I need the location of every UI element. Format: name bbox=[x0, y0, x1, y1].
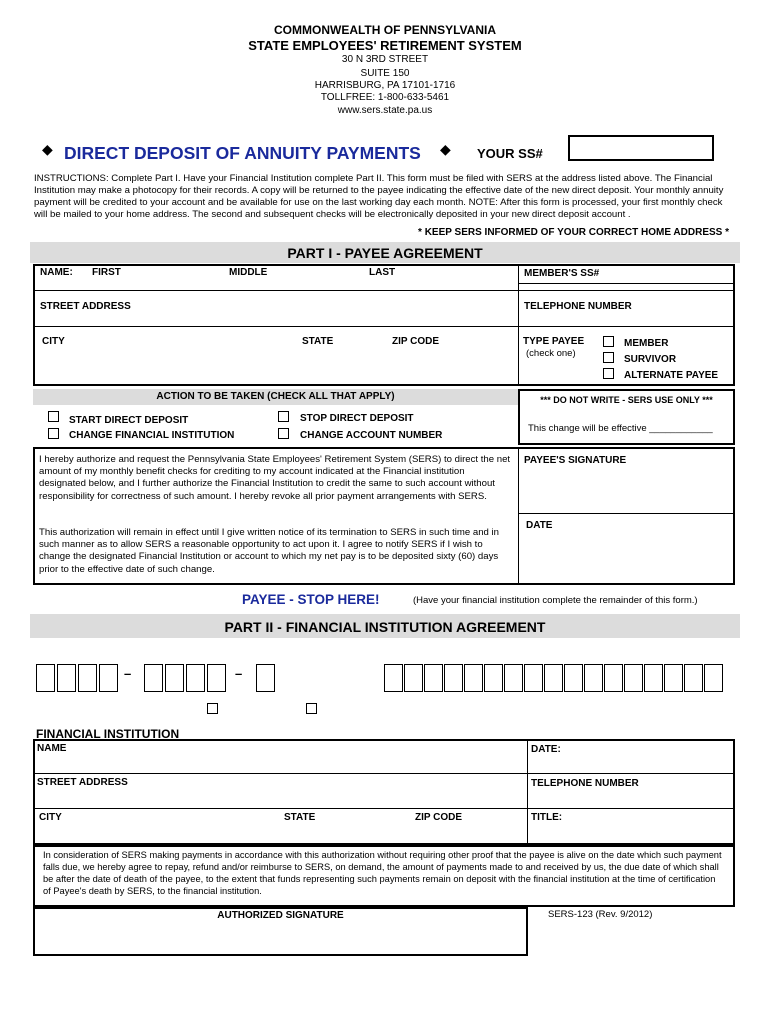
alternate-payee-checkbox[interactable] bbox=[603, 368, 614, 379]
state-label: STATE bbox=[302, 336, 334, 347]
middle-name-label: MIDDLE bbox=[229, 267, 268, 278]
form-number: SERS-123 (Rev. 9/2012) bbox=[548, 909, 653, 920]
account-digit-box[interactable] bbox=[404, 664, 423, 692]
routing-digit-box[interactable] bbox=[144, 664, 163, 692]
stop-direct-deposit-checkbox[interactable] bbox=[278, 411, 289, 422]
effective-date-line: This change will be effective ____________ bbox=[528, 423, 713, 434]
fi-city-label: CITY bbox=[39, 812, 62, 823]
account-digit-box[interactable] bbox=[604, 664, 623, 692]
fi-telephone-label: TELEPHONE NUMBER bbox=[531, 778, 639, 789]
routing-digit-box[interactable] bbox=[186, 664, 205, 692]
first-name-label: FIRST bbox=[92, 267, 121, 278]
header-address-3: HARRISBURG, PA 17101-1716 bbox=[314, 80, 456, 91]
start-direct-deposit-label: START DIRECT DEPOSIT bbox=[69, 415, 189, 426]
routing-digit-box[interactable] bbox=[165, 664, 184, 692]
header-website: www.sers.state.pa.us bbox=[337, 105, 433, 116]
alternate-payee-option-label: ALTERNATE PAYEE bbox=[624, 370, 719, 381]
telephone-label: TELEPHONE NUMBER bbox=[524, 301, 632, 312]
routing-separator: – bbox=[124, 666, 132, 681]
account-digit-box[interactable] bbox=[524, 664, 543, 692]
do-not-write-note: *** DO NOT WRITE - SERS USE ONLY *** bbox=[540, 395, 713, 405]
action-title: ACTION TO BE TAKEN (CHECK ALL THAT APPLY) bbox=[156, 391, 395, 402]
diamond-icon: ◆ bbox=[42, 141, 53, 157]
type-payee-label: TYPE PAYEE bbox=[523, 336, 585, 347]
zip-code-label: ZIP CODE bbox=[392, 336, 440, 347]
instructions-text: INSTRUCTIONS: Complete Part I. Have your Financial Institution complete Part II. This form must be filed with SERS at the address listed above. The Financial Institution may make a photocopy for their records. A copy will be returned to the payee indicating the effective date of the new direct deposit. Your monthly annuity payment will be credited to your account and be available for use on the last working day each month. NOTE: After this form is processed, your first monthly check will be mailed to your home address. The second and subsequent checks will be electronically deposited in your new direct deposit account . bbox=[34, 173, 724, 220]
payee-stop-here: PAYEE - STOP HERE! bbox=[242, 592, 380, 607]
member-checkbox[interactable] bbox=[603, 336, 614, 347]
authorization-paragraph-2: This authorization will remain in effect until I give written notice of its termination to SERS in such time and in such manner as to allow SERS a reasonable opportunity to act upon it. I agree to notify SERS if I wish to change the designated Financial Institution or account to which my net pay is to be deposited sixty (60) days prior to the effective date of such change. bbox=[39, 527, 500, 575]
your-ss-label: YOUR SS# bbox=[477, 146, 543, 161]
authorized-signature-label: AUTHORIZED SIGNATURE bbox=[217, 910, 344, 921]
account-digit-box[interactable] bbox=[684, 664, 703, 692]
members-ss-label: MEMBER'S SS# bbox=[524, 268, 600, 279]
routing-digit-box[interactable] bbox=[207, 664, 226, 692]
diamond-icon: ◆ bbox=[440, 141, 451, 157]
routing-separator: – bbox=[235, 666, 243, 681]
date-label: DATE bbox=[526, 520, 553, 531]
part2-title: PART II - FINANCIAL INSTITUTION AGREEMENT bbox=[224, 619, 546, 635]
member-option-label: MEMBER bbox=[624, 338, 669, 349]
routing-digit-box[interactable] bbox=[78, 664, 97, 692]
routing-digit-box[interactable] bbox=[36, 664, 55, 692]
header-address-1: 30 N 3RD STREET bbox=[341, 54, 429, 65]
account-digit-box[interactable] bbox=[624, 664, 643, 692]
survivor-option-label: SURVIVOR bbox=[624, 354, 677, 365]
fi-name-label: NAME bbox=[37, 743, 67, 754]
fi-state-label: STATE bbox=[284, 812, 316, 823]
name-label: NAME: bbox=[40, 267, 73, 278]
city-label: CITY bbox=[42, 336, 65, 347]
account-digit-box[interactable] bbox=[424, 664, 443, 692]
change-account-number-checkbox[interactable] bbox=[278, 428, 289, 439]
fi-street-label: STREET ADDRESS bbox=[37, 777, 128, 788]
account-digit-box[interactable] bbox=[564, 664, 583, 692]
change-account-number-label: CHANGE ACCOUNT NUMBER bbox=[300, 430, 443, 441]
last-name-label: LAST bbox=[369, 267, 396, 278]
account-digit-box[interactable] bbox=[644, 664, 663, 692]
consideration-text: In consideration of SERS making payments in accordance with this authorization without requiring other proof that the payee is alive on the date which such payment falls due, we hereby agree to repay, refund and/or reimburse to SERS, on demand, the amount of payments made to and received by us, the due date of which shall be after the date of death of the payee, to the extent that funds representing such payments remain on deposit with the financial institution at the time of certification of Payee's death by SERS, to the financial institution. bbox=[43, 850, 722, 896]
fi-zip-label: ZIP CODE bbox=[415, 812, 463, 823]
stop-here-note: (Have your financial institution complete the remainder of this form.) bbox=[413, 595, 698, 606]
street-address-label: STREET ADDRESS bbox=[40, 301, 131, 312]
routing-digit-box[interactable] bbox=[256, 664, 275, 692]
account-digit-box[interactable] bbox=[464, 664, 483, 692]
account-digit-box[interactable] bbox=[584, 664, 603, 692]
keep-informed-note: * KEEP SERS INFORMED OF YOUR CORRECT HOME ADDRESS * bbox=[418, 227, 729, 238]
header-agency: COMMONWEALTH OF PENNSYLVANIA bbox=[274, 23, 496, 37]
change-financial-institution-checkbox[interactable] bbox=[48, 428, 59, 439]
survivor-checkbox[interactable] bbox=[603, 352, 614, 363]
account-digit-box[interactable] bbox=[544, 664, 563, 692]
form-title: DIRECT DEPOSIT OF ANNUITY PAYMENTS bbox=[64, 143, 421, 163]
account-digit-box[interactable] bbox=[484, 664, 503, 692]
savings-account-checkbox[interactable] bbox=[306, 703, 317, 714]
header-system: STATE EMPLOYEES' RETIREMENT SYSTEM bbox=[248, 38, 522, 53]
account-digit-box[interactable] bbox=[504, 664, 523, 692]
header-address-2: SUITE 150 bbox=[360, 68, 410, 79]
account-digit-box[interactable] bbox=[384, 664, 403, 692]
payee-signature-label: PAYEE'S SIGNATURE bbox=[524, 455, 627, 466]
fi-date-label: DATE: bbox=[531, 744, 561, 755]
account-digit-box[interactable] bbox=[704, 664, 723, 692]
start-direct-deposit-checkbox[interactable] bbox=[48, 411, 59, 422]
fi-info-grid bbox=[33, 739, 735, 845]
your-ss-input-box[interactable] bbox=[568, 135, 714, 161]
authorization-paragraph-1: I hereby authorize and request the Pennsylvania State Employees' Retirement System (SERS) to direct the net amount of my monthly benefit checks for crediting to my account indicated at the Financial institution designated below, and I further authorize the Financial Institution to credit the same to such account without responsibility for correctness of such amount. I hereby revoke all prior payment arrangements with SERS. bbox=[39, 454, 511, 502]
part1-title: PART I - PAYEE AGREEMENT bbox=[287, 245, 483, 261]
account-digit-box[interactable] bbox=[444, 664, 463, 692]
fi-title-label: TITLE: bbox=[531, 812, 563, 823]
check-one-note: (check one) bbox=[526, 348, 576, 359]
fi-heading: FINANCIAL INSTITUTION bbox=[36, 727, 180, 741]
change-financial-institution-label: CHANGE FINANCIAL INSTITUTION bbox=[69, 430, 235, 441]
routing-digit-box[interactable] bbox=[57, 664, 76, 692]
header-tollfree: TOLLFREE: 1-800-633-5461 bbox=[320, 92, 450, 103]
stop-direct-deposit-label: STOP DIRECT DEPOSIT bbox=[300, 413, 414, 424]
checking-account-checkbox[interactable] bbox=[207, 703, 218, 714]
routing-digit-box[interactable] bbox=[99, 664, 118, 692]
account-digit-box[interactable] bbox=[664, 664, 683, 692]
